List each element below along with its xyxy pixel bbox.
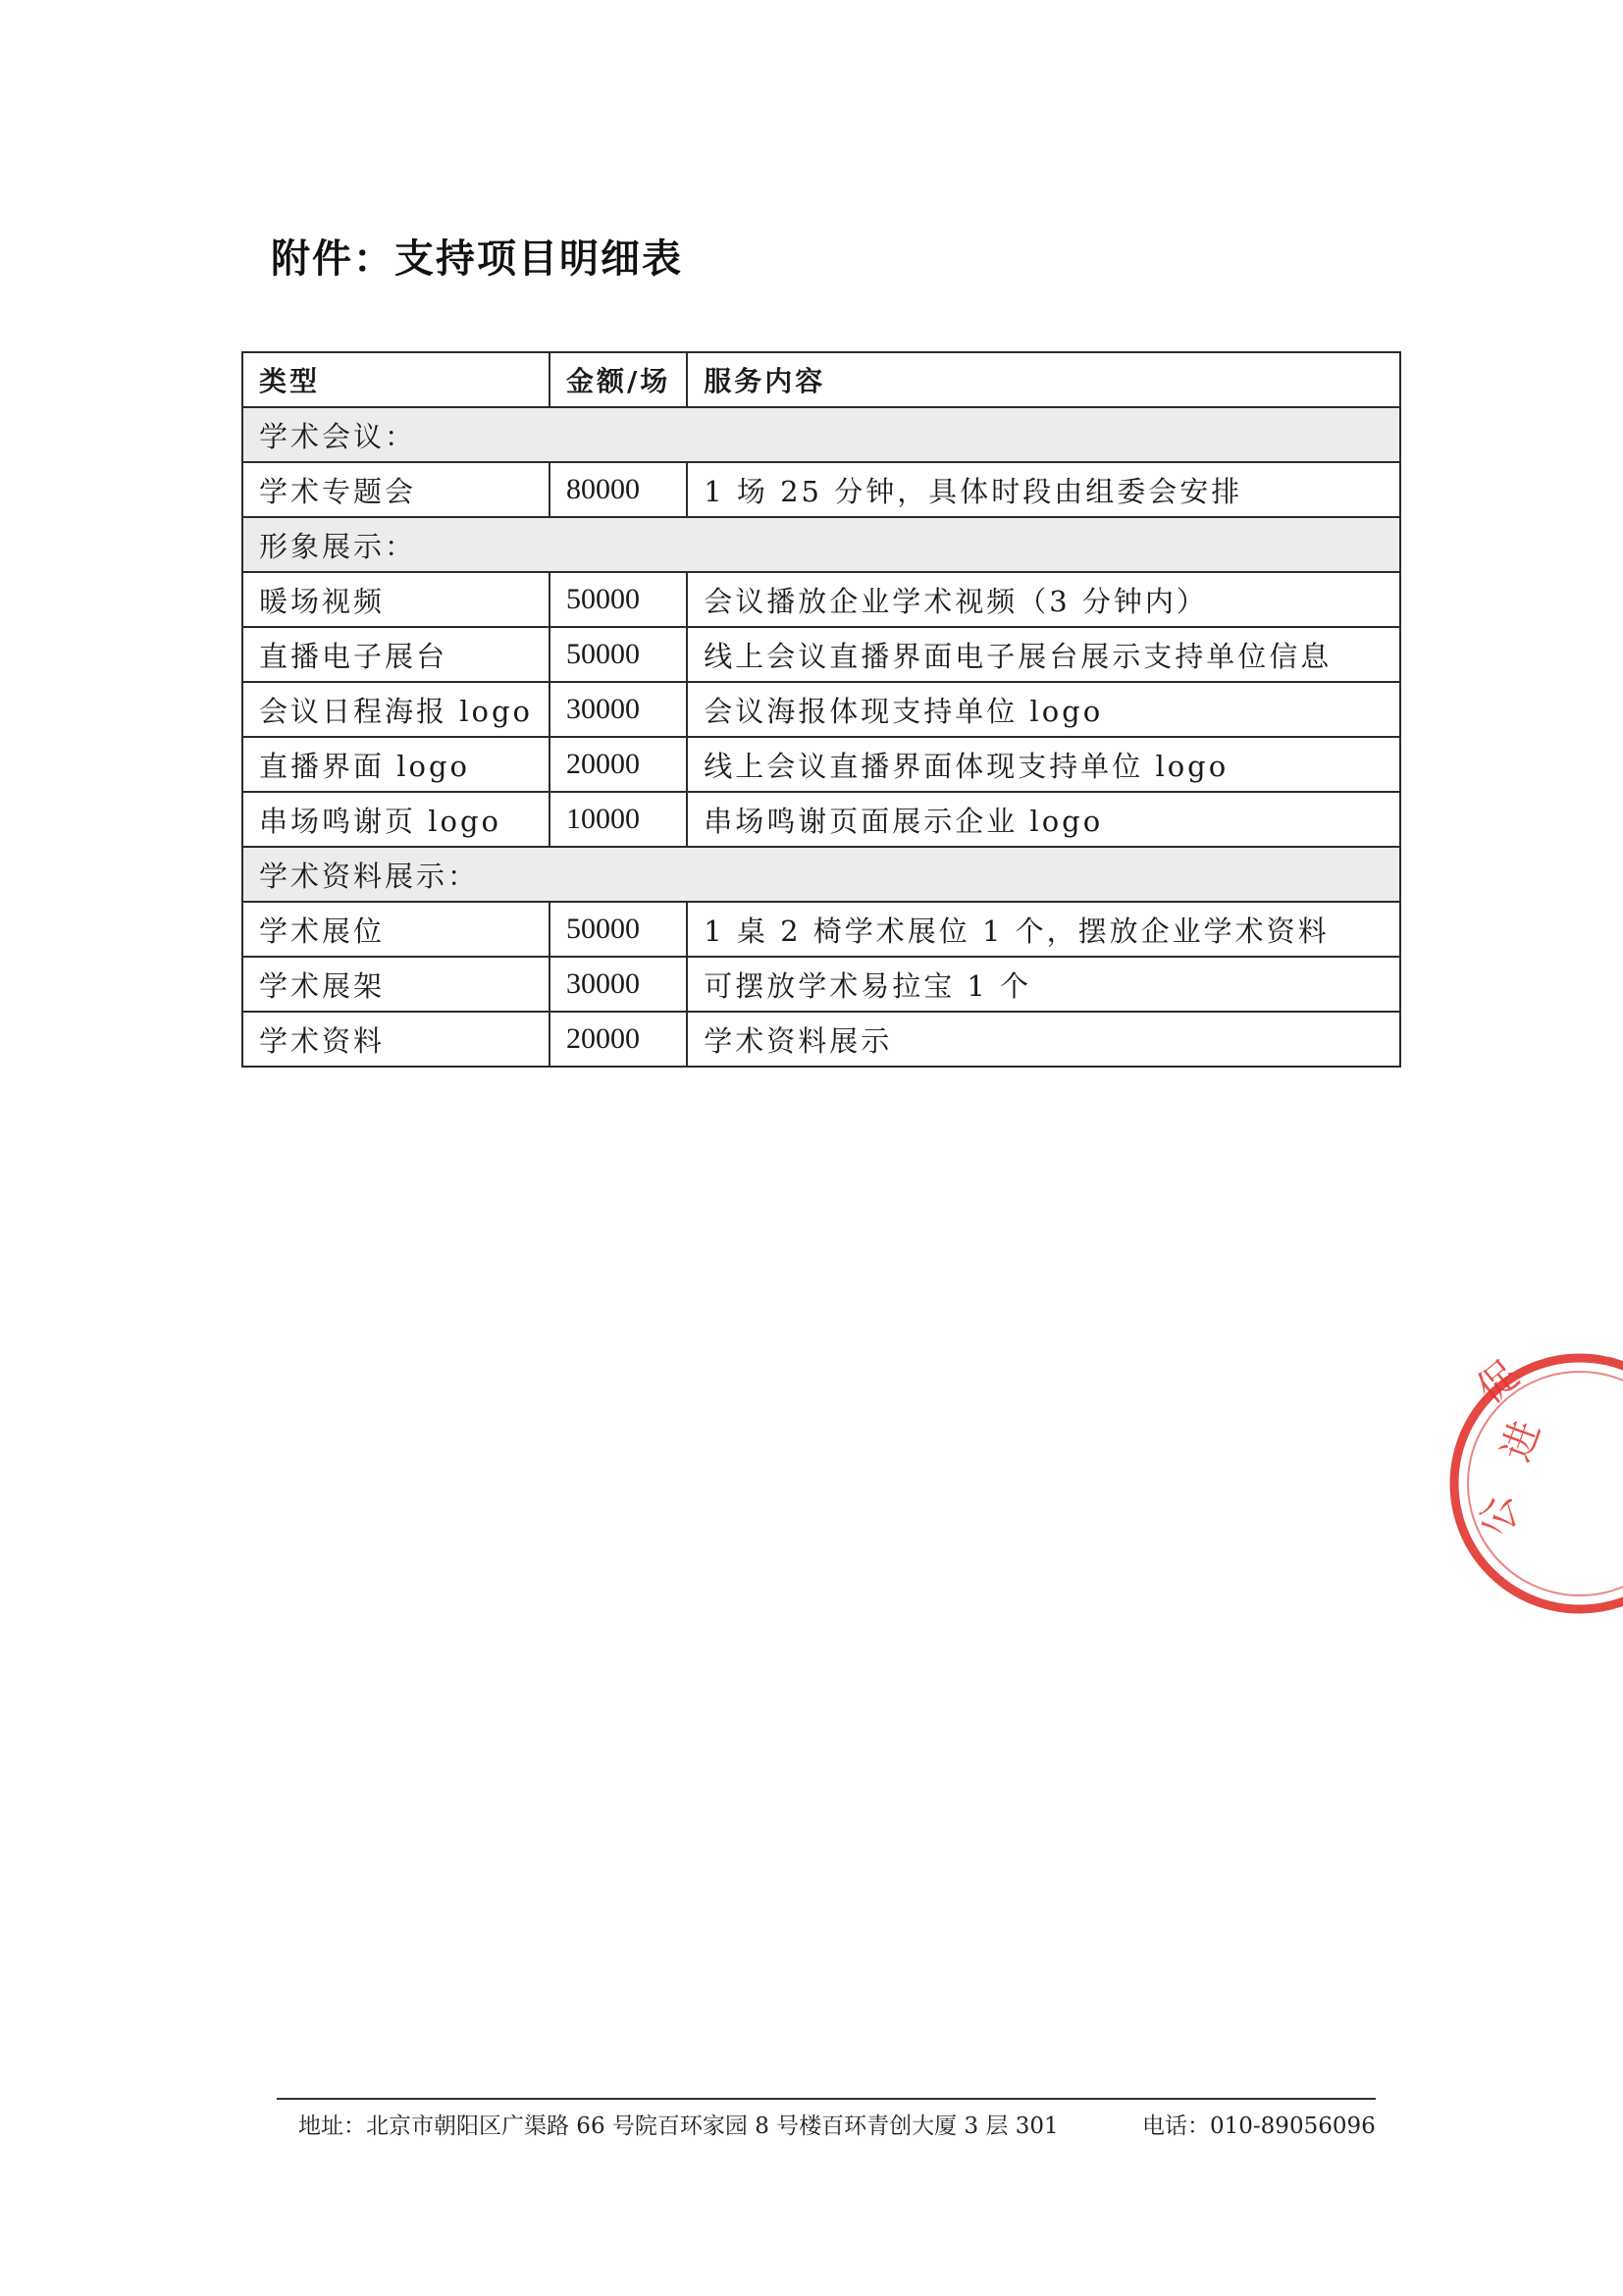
table-row bbox=[242, 1012, 1400, 1067]
header-amount: 金额/场 bbox=[550, 352, 687, 407]
table-row bbox=[242, 682, 1400, 737]
row-type: 会议日程海报 logo bbox=[242, 682, 550, 737]
row-amount: 20000 bbox=[550, 1012, 687, 1067]
table-row bbox=[242, 627, 1400, 682]
footer-address: 地址：北京市朝阳区广渠路 66 号院百环家园 8 号楼百环青创大厦 3 层 301 bbox=[298, 2113, 1059, 2139]
seal-char-1: 促 bbox=[1468, 1352, 1529, 1413]
row-amount: 50000 bbox=[550, 902, 687, 957]
row-type: 串场鸣谢页 logo bbox=[242, 792, 550, 847]
seal-outer-ring bbox=[1454, 1358, 1623, 1609]
seal-char-2: 进 bbox=[1493, 1415, 1550, 1468]
category-row-academic-meeting bbox=[242, 407, 1400, 462]
table-header-row bbox=[242, 352, 1400, 407]
table-row bbox=[242, 957, 1400, 1012]
table-row bbox=[242, 572, 1400, 627]
row-service: 1 桌 2 椅学术展位 1 个，摆放企业学术资料 bbox=[687, 902, 1400, 957]
row-type: 直播电子展台 bbox=[242, 627, 550, 682]
official-seal-stamp bbox=[1433, 1336, 1623, 1631]
row-amount: 50000 bbox=[550, 572, 687, 627]
row-service: 1 场 25 分钟，具体时段由组委会安排 bbox=[687, 462, 1400, 517]
row-service: 学术资料展示 bbox=[687, 1012, 1400, 1067]
row-amount: 30000 bbox=[550, 682, 687, 737]
row-service: 串场鸣谢页面展示企业 logo bbox=[687, 792, 1400, 847]
category-row-brand-display bbox=[242, 517, 1400, 572]
row-service: 线上会议直播界面电子展台展示支持单位信息 bbox=[687, 627, 1400, 682]
table-row bbox=[242, 462, 1400, 517]
row-type: 暖场视频 bbox=[242, 572, 550, 627]
seal-char-3: 公 bbox=[1473, 1491, 1525, 1539]
row-amount: 30000 bbox=[550, 957, 687, 1012]
row-amount: 20000 bbox=[550, 737, 687, 792]
footer-phone: 电话：010-89056096 bbox=[1142, 2113, 1376, 2139]
category-label: 学术会议： bbox=[242, 407, 1400, 462]
category-label: 形象展示： bbox=[242, 517, 1400, 572]
header-service: 服务内容 bbox=[687, 352, 1400, 407]
table-row bbox=[242, 902, 1400, 957]
row-type: 学术展架 bbox=[242, 957, 550, 1012]
table-row bbox=[242, 737, 1400, 792]
row-type: 学术展位 bbox=[242, 902, 550, 957]
row-amount: 10000 bbox=[550, 792, 687, 847]
footer-divider bbox=[277, 2098, 1376, 2100]
row-type: 直播界面 logo bbox=[242, 737, 550, 792]
row-type: 学术资料 bbox=[242, 1012, 550, 1067]
row-service: 会议播放企业学术视频（3 分钟内） bbox=[687, 572, 1400, 627]
support-items-table bbox=[241, 351, 1401, 1068]
table-row bbox=[242, 792, 1400, 847]
row-service: 线上会议直播界面体现支持单位 logo bbox=[687, 737, 1400, 792]
row-type: 学术专题会 bbox=[242, 462, 550, 517]
row-amount: 80000 bbox=[550, 462, 687, 517]
page-title: 附件：支持项目明细表 bbox=[271, 236, 683, 282]
row-service: 会议海报体现支持单位 logo bbox=[687, 682, 1400, 737]
row-service: 可摆放学术易拉宝 1 个 bbox=[687, 957, 1400, 1012]
category-row-academic-materials bbox=[242, 847, 1400, 902]
category-label: 学术资料展示： bbox=[242, 847, 1400, 902]
header-type: 类型 bbox=[242, 352, 550, 407]
row-amount: 50000 bbox=[550, 627, 687, 682]
